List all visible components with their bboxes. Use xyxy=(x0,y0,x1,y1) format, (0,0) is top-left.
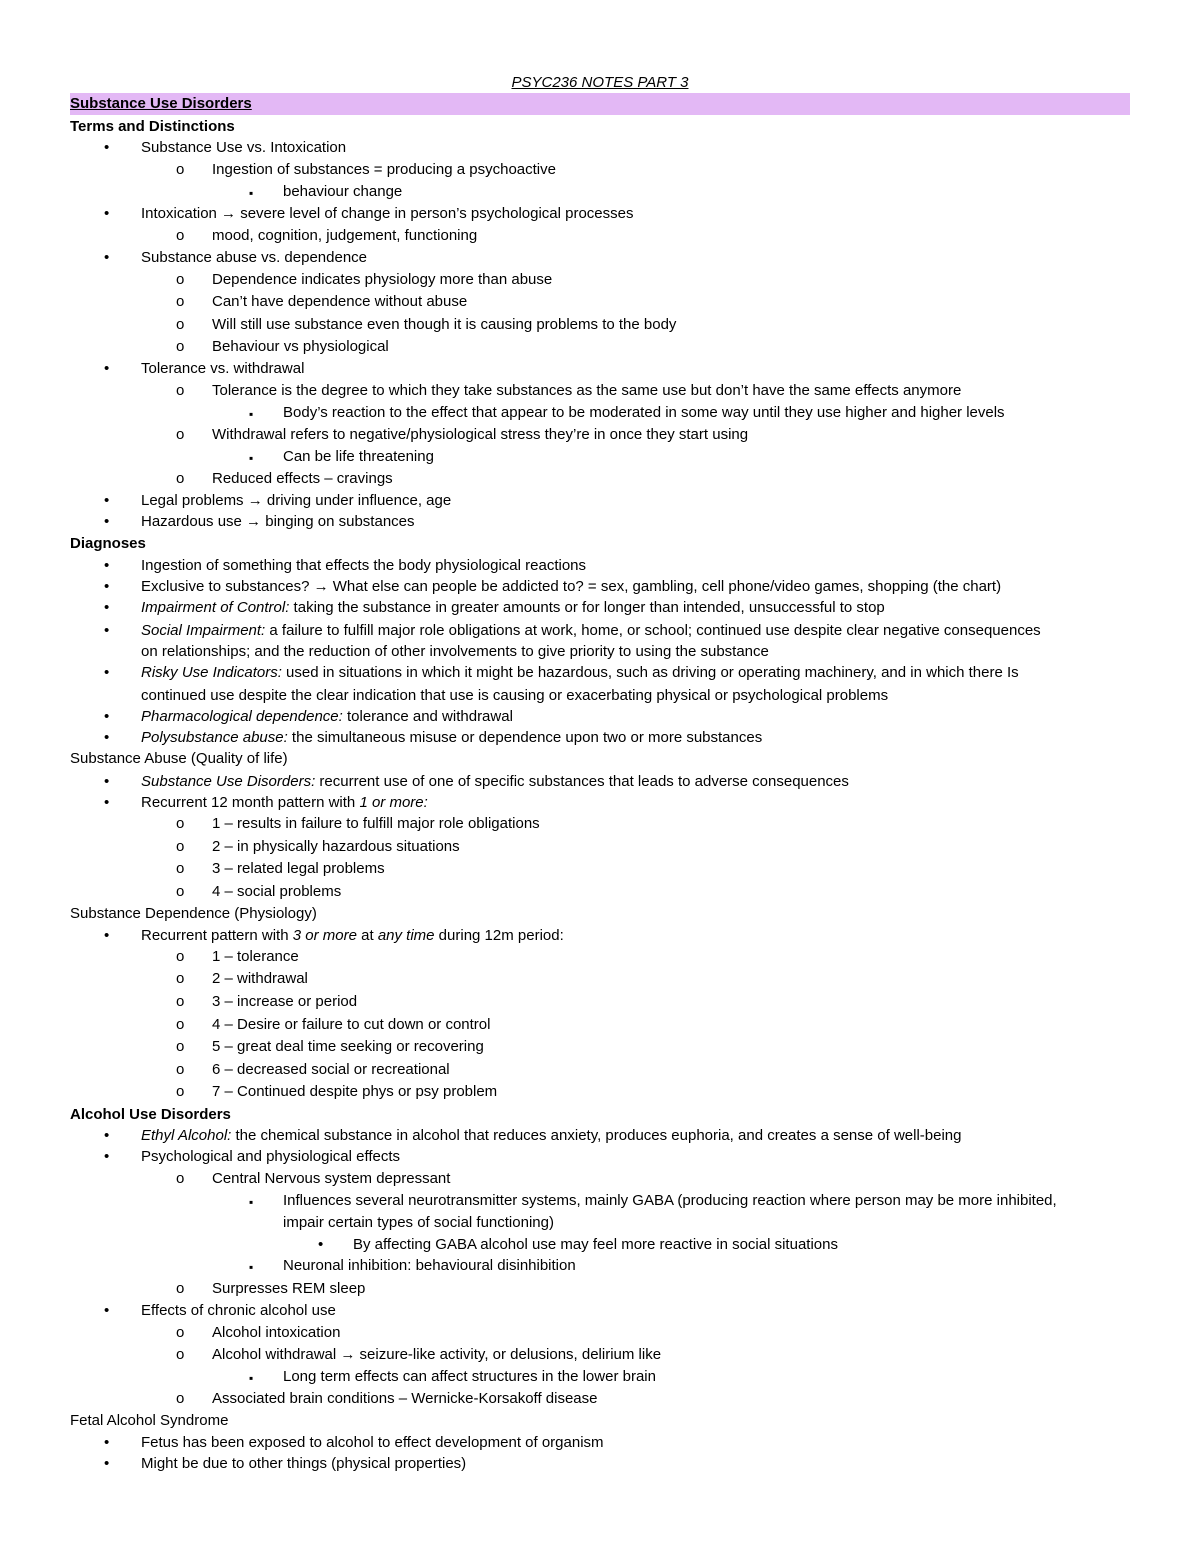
bullet-dot-icon: • xyxy=(318,1236,324,1253)
term-label: 3 or more xyxy=(292,927,357,944)
item-text: 4 – social problems xyxy=(212,883,342,900)
section-heading xyxy=(70,533,146,554)
bullet-dot-icon: • xyxy=(104,1302,110,1319)
list-item xyxy=(141,1125,962,1146)
list-item xyxy=(141,792,428,813)
item-text: the chemical substance in alcohol that reduces anxiety, produces euphoria, and creates a sense of well-being xyxy=(231,1127,962,1144)
section-heading xyxy=(70,1104,231,1125)
list-item xyxy=(141,203,634,224)
item-text: Tolerance is the degree to which they take substances as the same use but don’t have the same effects anymore xyxy=(212,382,962,399)
list-item xyxy=(212,1081,497,1102)
list-item xyxy=(141,706,513,727)
item-text: Psychological and physiological effects xyxy=(141,1148,401,1165)
item-text: at xyxy=(356,927,378,944)
list-item xyxy=(141,576,1001,597)
item-text: Alcohol intoxication xyxy=(212,1324,341,1341)
term-label: Impairment of Control: xyxy=(141,599,290,616)
bullet-dot-icon: • xyxy=(104,249,110,266)
bullet-circle-icon: o xyxy=(176,1280,185,1297)
item-text: 6 – decreased social or recreational xyxy=(212,1061,450,1078)
list-item xyxy=(141,1300,336,1321)
item-text: Central Nervous system depressant xyxy=(212,1170,451,1187)
item-text: Might be due to other things (physical properties) xyxy=(141,1455,467,1472)
bullet-circle-icon: o xyxy=(176,993,185,1010)
item-text: impair certain types of social functioning) xyxy=(283,1214,554,1231)
item-text: By affecting GABA alcohol use may feel more reactive in social situations xyxy=(353,1236,838,1253)
item-text: Neuronal inhibition: behavioural disinhibition xyxy=(283,1257,576,1274)
item-text: Tolerance vs. withdrawal xyxy=(141,360,305,377)
list-item xyxy=(212,225,477,246)
bullet-circle-icon: o xyxy=(176,293,185,310)
item-text: Recurrent pattern with xyxy=(141,927,293,944)
list-item xyxy=(141,727,762,748)
list-item xyxy=(141,641,769,662)
item-text: Long term effects can affect structures in the lower brain xyxy=(283,1368,656,1385)
list-item xyxy=(212,1059,450,1080)
list-item xyxy=(353,1234,838,1255)
list-item xyxy=(212,968,308,989)
item-text: Diagnoses xyxy=(70,535,146,552)
item-text: Substance abuse vs. dependence xyxy=(141,249,368,266)
section-heading xyxy=(70,1410,228,1431)
list-item xyxy=(283,1212,554,1233)
bullet-circle-icon: o xyxy=(176,1170,185,1187)
section-banner xyxy=(70,93,1130,115)
bullet-dot-icon: • xyxy=(104,139,110,156)
list-item xyxy=(141,511,415,532)
item-text: Fetus has been exposed to alcohol to effect development of organism xyxy=(141,1434,604,1451)
item-text: Withdrawal refers to negative/physiological stress they’re in once they start using xyxy=(212,426,749,443)
bullet-circle-icon: o xyxy=(176,316,185,333)
list-item xyxy=(212,1036,484,1057)
bullet-circle-icon: o xyxy=(176,948,185,965)
bullet-dot-icon: • xyxy=(104,205,110,222)
bullet-dot-icon: • xyxy=(104,513,110,530)
item-text: mood, cognition, judgement, functioning xyxy=(212,227,478,244)
item-text: Substance Abuse (Quality of life) xyxy=(70,750,288,767)
list-item xyxy=(283,1190,1057,1211)
bullet-dot-icon: • xyxy=(104,664,110,681)
item-text: Reduced effects – cravings xyxy=(212,470,393,487)
item-text: 1 – results in failure to fulfill major role obligations xyxy=(212,815,540,832)
list-item xyxy=(141,247,367,268)
document-title: PSYC236 NOTES PART 3 xyxy=(511,74,689,91)
item-text: Alcohol Use Disorders xyxy=(70,1106,231,1123)
list-item xyxy=(283,1255,576,1276)
list-item xyxy=(212,813,540,834)
bullet-square-icon: ▪ xyxy=(249,186,254,200)
bullet-circle-icon: o xyxy=(176,470,185,487)
item-text: Legal problems → driving under influence, age xyxy=(141,492,452,509)
item-text: recurrent use of one of specific substances that leads to adverse consequences xyxy=(315,773,849,790)
section-heading xyxy=(70,903,317,924)
bullet-dot-icon: • xyxy=(104,360,110,377)
list-item xyxy=(212,946,299,967)
bullet-dot-icon: • xyxy=(104,622,110,639)
list-item xyxy=(212,881,341,902)
term-label: Ethyl Alcohol: xyxy=(141,1127,232,1144)
bullet-square-icon: ▪ xyxy=(249,1260,254,1274)
item-text: 4 – Desire or failure to cut down or control xyxy=(212,1016,491,1033)
bullet-dot-icon: • xyxy=(104,729,110,746)
item-text: 2 – in physically hazardous situations xyxy=(212,838,460,855)
item-text: 2 – withdrawal xyxy=(212,970,308,987)
list-item xyxy=(212,836,460,857)
item-text: the simultaneous misuse or dependence upon two or more substances xyxy=(287,729,763,746)
bullet-circle-icon: o xyxy=(176,1016,185,1033)
bullet-circle-icon: o xyxy=(176,271,185,288)
item-text: Substance Dependence (Physiology) xyxy=(70,905,317,922)
list-item xyxy=(283,181,402,202)
item-text: Recurrent 12 month pattern with xyxy=(141,794,360,811)
bullet-circle-icon: o xyxy=(176,838,185,855)
bullet-dot-icon: • xyxy=(104,1148,110,1165)
list-item xyxy=(283,1366,656,1387)
item-text: Influences several neurotransmitter systems, mainly GABA (producing reaction where person may be more inhibited, xyxy=(283,1192,1057,1209)
bullet-dot-icon: • xyxy=(104,773,110,790)
list-item xyxy=(141,620,1041,641)
section-heading xyxy=(70,748,288,769)
item-text: Ingestion of something that effects the body physiological reactions xyxy=(141,557,586,574)
list-item xyxy=(212,336,389,357)
list-item xyxy=(141,490,451,511)
list-item xyxy=(212,159,556,180)
term-label: Pharmacological dependence: xyxy=(141,708,343,725)
item-text: tolerance and withdrawal xyxy=(342,708,513,725)
list-item xyxy=(141,1146,400,1167)
item-text: Exclusive to substances? → What else can people be addicted to? = sex, gambling, cell phone/video games, shopping (the chart) xyxy=(141,578,1002,595)
bullet-square-icon: ▪ xyxy=(249,1371,254,1385)
list-item xyxy=(212,1322,340,1343)
item-text: Effects of chronic alcohol use xyxy=(141,1302,336,1319)
item-text: a failure to fulfill major role obligations at work, home, or school; continued use despite clear negative consequences xyxy=(265,622,1041,639)
term-label: any time xyxy=(377,927,435,944)
list-item xyxy=(141,137,346,158)
item-text: 1 – tolerance xyxy=(212,948,299,965)
item-text: Surpresses REM sleep xyxy=(212,1280,366,1297)
bullet-circle-icon: o xyxy=(176,161,185,178)
list-item xyxy=(283,402,1005,423)
item-text: Fetal Alcohol Syndrome xyxy=(70,1412,229,1429)
list-item xyxy=(212,1014,490,1035)
bullet-dot-icon: • xyxy=(104,1434,110,1451)
bullet-square-icon: ▪ xyxy=(249,451,254,465)
list-item xyxy=(212,314,676,335)
bullet-dot-icon: • xyxy=(104,794,110,811)
item-text: behaviour change xyxy=(283,183,403,200)
list-item xyxy=(141,925,564,946)
section-banner-heading: Substance Use Disorders xyxy=(70,95,252,112)
bullet-circle-icon: o xyxy=(176,1038,185,1055)
item-text: Will still use substance even though it is causing problems to the body xyxy=(212,316,677,333)
bullet-circle-icon: o xyxy=(176,382,185,399)
bullet-circle-icon: o xyxy=(176,1083,185,1100)
list-item xyxy=(212,424,748,445)
section-heading xyxy=(70,116,235,137)
bullet-dot-icon: • xyxy=(104,599,110,616)
bullet-dot-icon: • xyxy=(104,578,110,595)
list-item xyxy=(141,1432,604,1453)
item-text: Terms and Distinctions xyxy=(70,118,235,135)
list-item xyxy=(283,446,434,467)
list-item xyxy=(212,1388,597,1409)
list-item xyxy=(212,858,385,879)
bullet-circle-icon: o xyxy=(176,1061,185,1078)
list-item xyxy=(212,291,467,312)
list-item xyxy=(141,358,304,379)
item-text: Associated brain conditions – Wernicke-Korsakoff disease xyxy=(212,1390,598,1407)
bullet-circle-icon: o xyxy=(176,860,185,877)
item-text: continued use despite the clear indication that use is causing or exacerbating physical or psychological problems xyxy=(141,687,889,704)
term-label: Risky Use Indicators: xyxy=(141,664,282,681)
list-item xyxy=(141,597,885,618)
item-text: 5 – great deal time seeking or recovering xyxy=(212,1038,484,1055)
bullet-circle-icon: o xyxy=(176,1390,185,1407)
item-text: Alcohol withdrawal → seizure-like activity, or delusions, delirium like xyxy=(212,1346,662,1363)
item-text: on relationships; and the reduction of other involvements to give priority to using the substance xyxy=(141,643,769,660)
bullet-circle-icon: o xyxy=(176,970,185,987)
item-text: Intoxication → severe level of change in person’s psychological processes xyxy=(141,205,634,222)
bullet-circle-icon: o xyxy=(176,815,185,832)
list-item xyxy=(141,662,1019,683)
item-text: during 12m period: xyxy=(434,927,564,944)
item-text: taking the substance in greater amounts or for longer than intended, unsuccessful to stop xyxy=(289,599,885,616)
list-item xyxy=(212,1168,450,1189)
term-label: Social Impairment: xyxy=(141,622,266,639)
bullet-dot-icon: • xyxy=(104,1455,110,1472)
item-text: used in situations in which it might be hazardous, such as driving or operating machinery, and in which there Is xyxy=(281,664,1019,681)
list-item xyxy=(141,1453,466,1474)
bullet-dot-icon: • xyxy=(104,557,110,574)
term-label: Substance Use Disorders: xyxy=(141,773,316,790)
list-item xyxy=(212,1344,661,1365)
bullet-dot-icon: • xyxy=(104,708,110,725)
bullet-circle-icon: o xyxy=(176,883,185,900)
term-label: 1 or more: xyxy=(359,794,428,811)
item-text: 3 – related legal problems xyxy=(212,860,385,877)
list-item xyxy=(212,380,961,401)
item-text: Can be life threatening xyxy=(283,448,434,465)
item-text: Hazardous use → binging on substances xyxy=(141,513,415,530)
bullet-square-icon: ▪ xyxy=(249,407,254,421)
item-text: Behaviour vs physiological xyxy=(212,338,389,355)
list-item xyxy=(212,991,357,1012)
list-item xyxy=(212,468,393,489)
bullet-dot-icon: • xyxy=(104,927,110,944)
bullet-circle-icon: o xyxy=(176,426,185,443)
item-text: 7 – Continued despite phys or psy problem xyxy=(212,1083,498,1100)
bullet-circle-icon: o xyxy=(176,227,185,244)
bullet-circle-icon: o xyxy=(176,1324,185,1341)
list-item xyxy=(212,269,552,290)
term-label: Polysubstance abuse: xyxy=(141,729,288,746)
item-text: Substance Use vs. Intoxication xyxy=(141,139,347,156)
list-item xyxy=(212,1278,365,1299)
item-text: 3 – increase or period xyxy=(212,993,358,1010)
list-item xyxy=(141,771,849,792)
list-item xyxy=(141,555,586,576)
list-item xyxy=(141,685,888,706)
bullet-circle-icon: o xyxy=(176,338,185,355)
bullet-circle-icon: o xyxy=(176,1346,185,1363)
item-text: Ingestion of substances = producing a psychoactive xyxy=(212,161,556,178)
item-text: Can’t have dependence without abuse xyxy=(212,293,468,310)
bullet-square-icon: ▪ xyxy=(249,1195,254,1209)
item-text: Dependence indicates physiology more than abuse xyxy=(212,271,553,288)
item-text: Body’s reaction to the effect that appear to be moderated in some way until they use higher and higher levels xyxy=(283,404,1005,421)
bullet-dot-icon: • xyxy=(104,492,110,509)
bullet-dot-icon: • xyxy=(104,1127,110,1144)
